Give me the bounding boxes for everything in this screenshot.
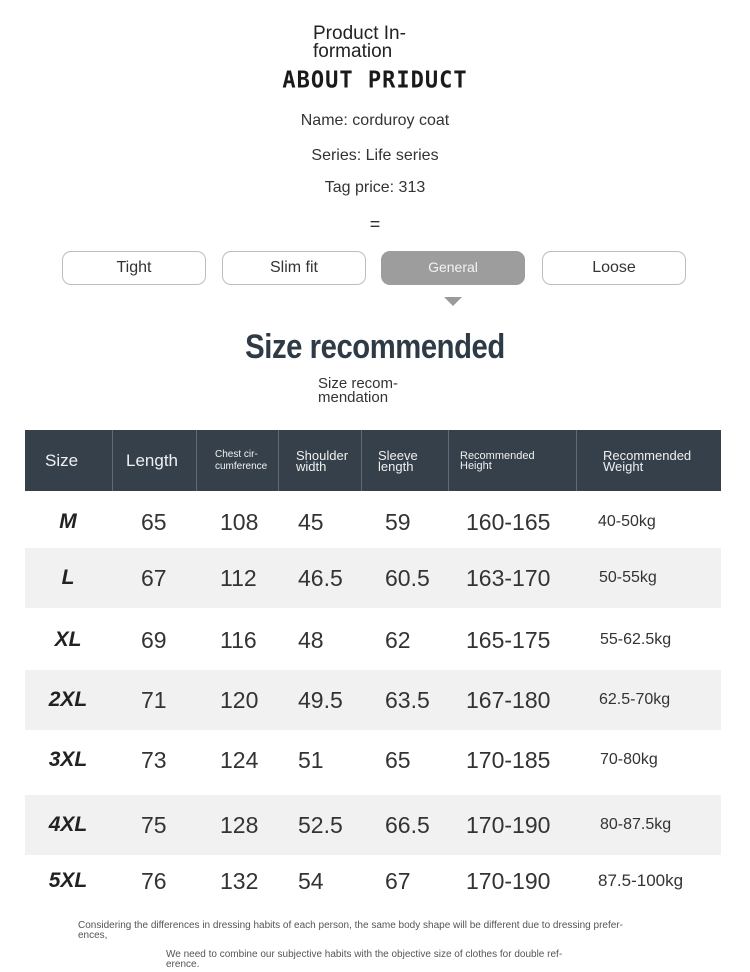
header-size: Size: [25, 430, 113, 491]
selected-fit-pointer-icon: [444, 297, 462, 306]
header-recommended-weight: Recommended Weight: [603, 447, 692, 474]
header-shoulder-width: Shoulder width: [279, 430, 362, 491]
footnote-dressing-habits: Considering the differences in dressing habits of each person, the same body shape will be different due to dressing prefer- ences,: [78, 920, 623, 941]
cell-shoulder: 45: [298, 509, 324, 535]
header-sleeve-length: Sleeve length: [362, 430, 449, 491]
header-chest-circumference: Chest cir- cumference: [197, 430, 279, 491]
about-product-heading: ABOUT PRIDUCT: [282, 67, 468, 94]
cell-weight: 55-62.5kg: [600, 631, 672, 648]
cell-height: 165-175: [466, 627, 551, 653]
cell-size: 5XL: [48, 869, 88, 892]
cell-size: L: [61, 566, 75, 589]
cell-length: 76: [141, 868, 167, 894]
cell-size: 4XL: [48, 813, 88, 836]
cell-sleeve: 59: [385, 509, 411, 535]
cell-shoulder: 54: [298, 868, 324, 894]
cell-shoulder: 46.5: [298, 565, 343, 591]
cell-weight: 80-87.5kg: [600, 816, 672, 833]
cell-size: XL: [54, 628, 82, 651]
cell-height: 160-165: [466, 509, 551, 535]
cell-size: 2XL: [48, 688, 88, 711]
cell-shoulder: 51: [298, 747, 324, 773]
cell-chest: 128: [220, 812, 259, 838]
tag-price: Tag price: 313: [324, 179, 426, 196]
cell-height: 170-185: [466, 747, 551, 773]
cell-sleeve: 63.5: [385, 687, 430, 713]
cell-sleeve: 65: [385, 747, 411, 773]
product-series: Series: Life series: [311, 147, 439, 164]
cell-size: 3XL: [48, 748, 88, 771]
cell-sleeve: 66.5: [385, 812, 430, 838]
fit-option-slim-fit[interactable]: Slim fit: [222, 251, 366, 285]
cell-size: M: [59, 510, 77, 533]
cell-height: 170-190: [466, 868, 551, 894]
product-information-heading: Product In- formation: [313, 23, 406, 62]
cell-weight: 70-80kg: [600, 751, 658, 768]
table-row: [25, 670, 721, 730]
cell-chest: 124: [220, 747, 259, 773]
header-recommended-height: Recommended Height: [449, 430, 577, 491]
product-name: Name: corduroy coat: [300, 112, 450, 129]
header-length: Length: [113, 430, 197, 491]
cell-chest: 112: [220, 565, 257, 591]
separator-symbol: =: [369, 214, 381, 234]
cell-length: 73: [141, 747, 167, 773]
cell-sleeve: 60.5: [385, 565, 430, 591]
table-row: [25, 795, 721, 855]
table-row: [25, 548, 721, 608]
cell-chest: 120: [220, 687, 259, 713]
cell-length: 75: [141, 812, 167, 838]
table-row: [25, 851, 721, 911]
table-row: [25, 730, 721, 790]
fit-option-general[interactable]: General: [381, 251, 525, 285]
cell-length: 65: [141, 509, 167, 535]
size-recommendation-subtitle: Size recom- mendation: [318, 375, 399, 406]
cell-height: 170-190: [466, 812, 551, 838]
fit-option-loose[interactable]: Loose: [542, 251, 686, 285]
cell-shoulder: 48: [298, 627, 324, 653]
cell-height: 163-170: [466, 565, 551, 591]
cell-chest: 108: [220, 509, 259, 535]
cell-length: 69: [141, 627, 167, 653]
cell-shoulder: 49.5: [298, 687, 343, 713]
cell-sleeve: 62: [385, 627, 411, 653]
table-row: [25, 610, 721, 670]
cell-length: 71: [141, 687, 167, 713]
cell-weight: 50-55kg: [599, 569, 657, 586]
fit-option-tight[interactable]: Tight: [62, 251, 206, 285]
cell-chest: 132: [220, 868, 259, 894]
cell-height: 167-180: [466, 687, 551, 713]
cell-sleeve: 67: [385, 868, 411, 894]
cell-length: 67: [141, 565, 167, 591]
table-row: [25, 492, 721, 552]
size-recommended-title: Size recommended: [245, 328, 505, 366]
footnote-double-reference: We need to combine our subjective habits with the objective size of clothes for double ref- erence.: [166, 949, 563, 970]
cell-weight: 62.5-70kg: [599, 691, 671, 708]
size-table-header: [25, 430, 721, 491]
cell-weight: 87.5-100kg: [598, 871, 684, 890]
cell-weight: 40-50kg: [598, 513, 656, 530]
cell-shoulder: 52.5: [298, 812, 343, 838]
cell-chest: 116: [220, 627, 257, 653]
